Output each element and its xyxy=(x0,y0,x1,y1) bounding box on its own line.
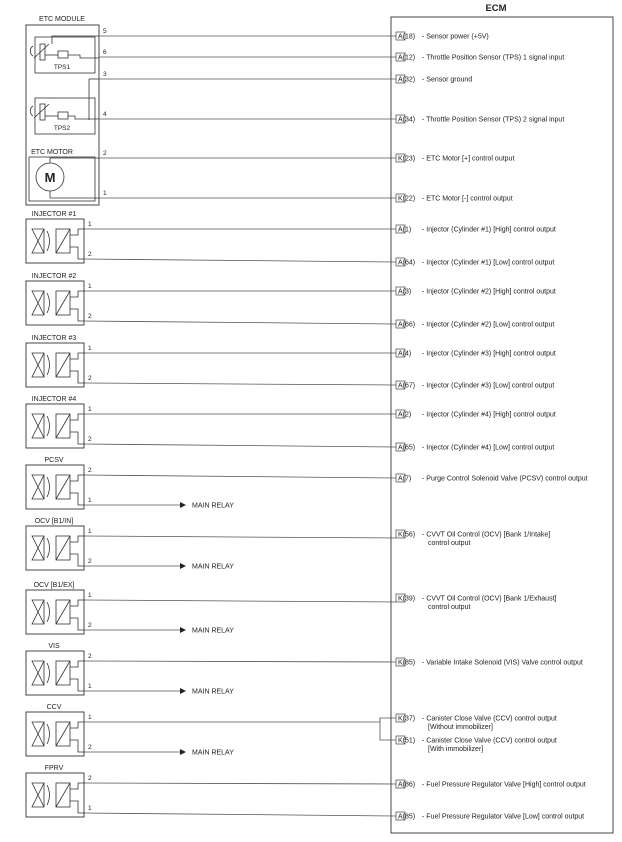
ecm-connector-label: A(32) xyxy=(398,76,416,84)
component-box xyxy=(26,773,84,817)
component-box xyxy=(26,219,84,263)
ecm-signal-label-cont: control output xyxy=(428,604,471,611)
main-relay-label: MAIN RELAY xyxy=(192,688,234,696)
ecm-connector-label: K(56) xyxy=(398,531,416,539)
ecm-signal-label: - Injector (Cylinder #2) [Low] control output xyxy=(422,321,555,329)
main-relay-label: MAIN RELAY xyxy=(192,749,234,757)
ecm-signal-label: - Injector (Cylinder #2) [High] control output xyxy=(422,288,556,296)
tps2-label: TPS2 xyxy=(53,125,71,132)
etc-pin-number: 4 xyxy=(103,111,107,118)
component-title: INJECTOR #1 xyxy=(31,211,77,218)
ecm-connector-label: A(7) xyxy=(398,475,412,483)
etc-motor-title: ETC MOTOR xyxy=(31,149,73,156)
component-pin-number: 1 xyxy=(88,805,92,812)
ecm-connector-label: K(23) xyxy=(398,155,416,163)
component-pin-number: 2 xyxy=(88,467,92,474)
ecm-signal-label: - ETC Motor [-] control output xyxy=(422,195,513,203)
component-pin-number: 2 xyxy=(88,622,92,629)
ecm-signal-label: - Canister Close Valve (CCV) control output xyxy=(422,715,557,723)
component-pin-number: 1 xyxy=(88,497,92,504)
component-wire xyxy=(84,783,396,784)
ecm-signal-label: - CVVT Oil Control (OCV) [Bank 1/Intake] xyxy=(422,531,551,539)
component-title: VIS xyxy=(48,643,60,650)
ecm-signal-label: - Injector (Cylinder #3) [Low] control output xyxy=(422,382,555,390)
ecm-connector-label: K(39) xyxy=(398,595,416,603)
ecm-signal-label: - Fuel Pressure Regulator Valve [Low] control output xyxy=(422,813,585,821)
component-title: INJECTOR #4 xyxy=(31,396,77,403)
ecm-signal-label: - Canister Close Valve (CCV) control output xyxy=(422,737,557,745)
component-wire xyxy=(84,475,396,478)
ecm-signal-label: - Throttle Position Sensor (TPS) 1 signal input xyxy=(422,54,565,62)
component-pin-number: 1 xyxy=(88,592,92,599)
ecm-connector-label: A(64) xyxy=(398,259,416,267)
component-title: INJECTOR #2 xyxy=(31,273,77,280)
ecm-connector-label: A(1) xyxy=(398,226,412,234)
component-title: FPRV xyxy=(44,765,64,772)
component-pin-number: 1 xyxy=(88,406,92,413)
component-box xyxy=(26,526,84,570)
etc-pin-number: 2 xyxy=(103,150,107,157)
component-wire xyxy=(84,600,396,602)
ecm-connector-label: A(34) xyxy=(398,116,416,124)
ecm-signal-label: - Sensor power (+5V) xyxy=(422,33,489,41)
component-pin-number: 2 xyxy=(88,558,92,565)
component-title: OCV [B1/IN] xyxy=(34,518,74,525)
ecm-connector-label: A(2) xyxy=(398,411,412,419)
etc-pin-number: 3 xyxy=(103,71,107,78)
ecm-connector-label: K(22) xyxy=(398,195,416,203)
ecm-signal-label: - ETC Motor [+] control output xyxy=(422,155,515,163)
main-relay-label: MAIN RELAY xyxy=(192,563,234,571)
ecm-title: ECM xyxy=(485,3,507,14)
component-pin-number: 2 xyxy=(88,653,92,660)
component-pin-number: 1 xyxy=(88,283,92,290)
component-pin-number: 2 xyxy=(88,775,92,782)
component-title: OCV [B1/EX] xyxy=(33,582,75,589)
ecm-signal-label: - Variable Intake Solenoid (VIS) Valve control output xyxy=(422,659,583,667)
component-title: INJECTOR #3 xyxy=(31,335,77,342)
component-pin-number: 1 xyxy=(88,221,92,228)
ecm-signal-label: - Injector (Cylinder #1) [High] control output xyxy=(422,226,556,234)
component-wire xyxy=(84,383,396,385)
ecm-connector-label: A(12) xyxy=(398,54,416,62)
component-box xyxy=(26,281,84,325)
ecm-signal-label-cont: [Without immobilizer] xyxy=(428,724,493,731)
component-wire xyxy=(84,813,396,816)
etc-module-title: ETC MODULE xyxy=(39,16,85,23)
component-pin-number: 2 xyxy=(88,375,92,382)
component-box xyxy=(26,404,84,448)
ecm-connector-label: A(86) xyxy=(398,781,416,789)
component-wire xyxy=(84,259,396,262)
component-box xyxy=(26,343,84,387)
component-title: PCSV xyxy=(44,457,64,464)
component-wire xyxy=(84,444,396,447)
ecm-signal-label-cont: control output xyxy=(428,540,471,547)
etc-motor-symbol: M xyxy=(44,170,56,185)
etc-pin-number: 1 xyxy=(103,190,107,197)
etc-pin-number: 5 xyxy=(103,28,107,35)
ecm-signal-label: - Purge Control Solenoid Valve (PCSV) control output xyxy=(422,475,588,483)
ecm-signal-label: - Injector (Cylinder #4) [Low] control output xyxy=(422,444,555,452)
component-pin-number: 2 xyxy=(88,436,92,443)
ecm-signal-label: - Injector (Cylinder #3) [High] control output xyxy=(422,350,556,358)
wires-layer xyxy=(84,36,396,816)
component-pin-number: 1 xyxy=(88,528,92,535)
ecm-signal-label: - Fuel Pressure Regulator Valve [High] control output xyxy=(422,781,586,789)
ecm-signal-label: - Injector (Cylinder #4) [High] control output xyxy=(422,411,556,419)
ecm-signal-label: - CVVT Oil Control (OCV) [Bank 1/Exhaust] xyxy=(422,595,557,603)
component-pin-number: 2 xyxy=(88,251,92,258)
ecm-connector-label: K(85) xyxy=(398,659,416,667)
component-wire xyxy=(84,536,396,538)
ecm-connector-label: A(3) xyxy=(398,288,412,296)
main-relay-label: MAIN RELAY xyxy=(192,627,234,635)
ecm-box xyxy=(391,17,613,833)
ecm-signal-label: - Sensor ground xyxy=(422,76,473,84)
component-box xyxy=(26,712,84,756)
component-box xyxy=(26,465,84,509)
ecm-signal-label: - Injector (Cylinder #1) [Low] control output xyxy=(422,259,555,267)
ecm-connector-label: A(18) xyxy=(398,33,416,41)
ecm-connector-label: K(51) xyxy=(398,737,416,745)
ecm-signal-label: - Throttle Position Sensor (TPS) 2 signal input xyxy=(422,116,565,124)
component-pin-number: 1 xyxy=(88,345,92,352)
tps1-label: TPS1 xyxy=(53,64,71,71)
ecm-connector-label: A(4) xyxy=(398,350,412,358)
ecm-connector-label: K(37) xyxy=(398,715,416,723)
component-pin-number: 2 xyxy=(88,313,92,320)
main-relay-label: MAIN RELAY xyxy=(192,502,234,510)
ecm-connector-label: A(67) xyxy=(398,382,416,390)
component-wire xyxy=(84,321,396,324)
ecm-connector-label: A(85) xyxy=(398,813,416,821)
etc-pin-number: 6 xyxy=(103,49,107,56)
component-title: CCV xyxy=(46,704,62,711)
component-pin-number: 2 xyxy=(88,744,92,751)
component-pin-number: 1 xyxy=(88,714,92,721)
component-box xyxy=(26,590,84,634)
component-pin-number: 1 xyxy=(88,683,92,690)
component-box xyxy=(26,651,84,695)
ecm-connector-label: A(65) xyxy=(398,444,416,452)
ecm-connector-label: A(66) xyxy=(398,321,416,329)
component-wire xyxy=(84,661,396,662)
component-wire xyxy=(84,718,396,722)
ecm-signal-label-cont: [With immobilizer] xyxy=(428,746,484,753)
